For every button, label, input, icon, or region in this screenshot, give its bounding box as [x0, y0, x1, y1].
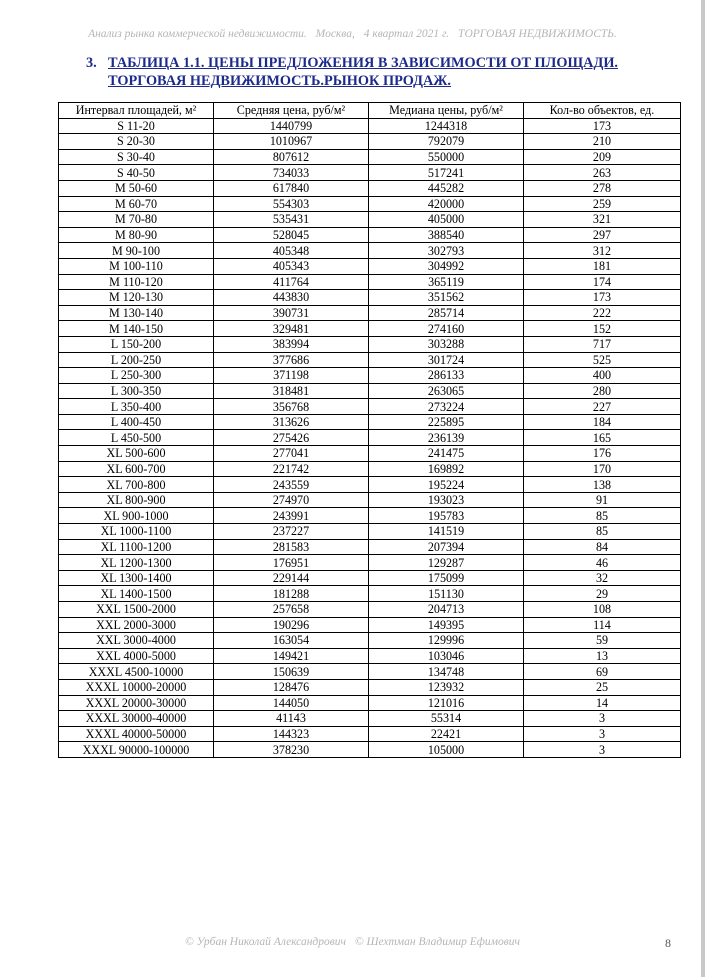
table-row [59, 508, 681, 524]
cell-area-interval: M 100-110 [59, 258, 214, 274]
cell-object-count: 400 [524, 368, 681, 384]
running-header [0, 28, 705, 40]
cell-average-price: 329481 [214, 321, 369, 337]
cell-median-price: 351562 [369, 290, 524, 306]
table-row [59, 492, 681, 508]
cell-median-price: 22421 [369, 726, 524, 742]
cell-area-interval: XXL 3000-4000 [59, 633, 214, 649]
cell-average-price: 149421 [214, 648, 369, 664]
cell-average-price: 371198 [214, 368, 369, 384]
cell-median-price: 274160 [369, 321, 524, 337]
cell-area-interval: XXL 4000-5000 [59, 648, 214, 664]
cell-object-count: 69 [524, 664, 681, 680]
table-row [59, 336, 681, 352]
cell-average-price: 390731 [214, 305, 369, 321]
table-row [59, 258, 681, 274]
cell-average-price: 176951 [214, 555, 369, 571]
cell-average-price: 243991 [214, 508, 369, 524]
cell-object-count: 280 [524, 383, 681, 399]
cell-area-interval: M 90-100 [59, 243, 214, 259]
cell-area-interval: M 120-130 [59, 290, 214, 306]
table-row [59, 664, 681, 680]
cell-object-count: 321 [524, 212, 681, 228]
table-row [59, 352, 681, 368]
cell-area-interval: XXXL 4500-10000 [59, 664, 214, 680]
cell-area-interval: XXXL 20000-30000 [59, 695, 214, 711]
cell-object-count: 263 [524, 165, 681, 181]
table-row [59, 570, 681, 586]
table-row [59, 695, 681, 711]
table-row [59, 477, 681, 493]
cell-object-count: 717 [524, 336, 681, 352]
cell-average-price: 257658 [214, 602, 369, 618]
cell-area-interval: XL 1300-1400 [59, 570, 214, 586]
cell-average-price: 221742 [214, 461, 369, 477]
cell-object-count: 209 [524, 149, 681, 165]
table-row [59, 212, 681, 228]
cell-object-count: 181 [524, 258, 681, 274]
cell-area-interval: M 80-90 [59, 227, 214, 243]
cell-object-count: 210 [524, 134, 681, 150]
cell-median-price: 105000 [369, 742, 524, 758]
cell-object-count: 176 [524, 446, 681, 462]
section-title-line-1: ТАБЛИЦА 1.1. ЦЕНЫ ПРЕДЛОЖЕНИЯ В ЗАВИСИМОСТИ ОТ ПЛОЩАДИ. [108, 55, 619, 71]
cell-median-price: 236139 [369, 430, 524, 446]
cell-average-price: 405343 [214, 258, 369, 274]
section-title-line-2: ТОРГОВАЯ НЕДВИЖИМОСТЬ.РЫНОК ПРОДАЖ. [108, 73, 452, 89]
cell-object-count: 297 [524, 227, 681, 243]
cell-median-price: 445282 [369, 180, 524, 196]
cell-object-count: 84 [524, 539, 681, 555]
cell-median-price: 286133 [369, 368, 524, 384]
cell-median-price: 55314 [369, 711, 524, 727]
cell-object-count: 25 [524, 679, 681, 695]
cell-average-price: 377686 [214, 352, 369, 368]
cell-area-interval: S 11-20 [59, 118, 214, 134]
cell-average-price: 150639 [214, 664, 369, 680]
table-row [59, 648, 681, 664]
cell-area-interval: XL 1100-1200 [59, 539, 214, 555]
table-row [59, 430, 681, 446]
cell-area-interval: XL 600-700 [59, 461, 214, 477]
footer-author-2: © Шехтман Владимир Ефимович [354, 936, 520, 948]
cell-median-price: 225895 [369, 414, 524, 430]
cell-average-price: 163054 [214, 633, 369, 649]
cell-median-price: 169892 [369, 461, 524, 477]
table-row [59, 446, 681, 462]
table-row [59, 180, 681, 196]
cell-median-price: 129287 [369, 555, 524, 571]
cell-average-price: 405348 [214, 243, 369, 259]
cell-area-interval: XL 700-800 [59, 477, 214, 493]
table-row [59, 165, 681, 181]
table-row [59, 461, 681, 477]
cell-average-price: 443830 [214, 290, 369, 306]
cell-average-price: 528045 [214, 227, 369, 243]
table-row [59, 149, 681, 165]
cell-median-price: 285714 [369, 305, 524, 321]
cell-object-count: 114 [524, 617, 681, 633]
cell-average-price: 237227 [214, 524, 369, 540]
table-row [59, 118, 681, 134]
cell-average-price: 144323 [214, 726, 369, 742]
page-number: 8 [665, 936, 671, 950]
cell-median-price: 405000 [369, 212, 524, 228]
cell-object-count: 184 [524, 414, 681, 430]
cell-object-count: 173 [524, 290, 681, 306]
cell-object-count: 85 [524, 508, 681, 524]
cell-area-interval: M 70-80 [59, 212, 214, 228]
cell-median-price: 365119 [369, 274, 524, 290]
table-row [59, 290, 681, 306]
table-row [59, 321, 681, 337]
cell-area-interval: XL 800-900 [59, 492, 214, 508]
cell-object-count: 3 [524, 711, 681, 727]
cell-median-price: 149395 [369, 617, 524, 633]
table-row [59, 305, 681, 321]
cell-median-price: 550000 [369, 149, 524, 165]
header-city: Москва, [315, 28, 355, 40]
cell-area-interval: XXXL 10000-20000 [59, 679, 214, 695]
cell-median-price: 1244318 [369, 118, 524, 134]
cell-area-interval: XXL 1500-2000 [59, 602, 214, 618]
cell-average-price: 411764 [214, 274, 369, 290]
cell-average-price: 229144 [214, 570, 369, 586]
table-row [59, 586, 681, 602]
table-header-row [59, 103, 681, 119]
running-footer [0, 936, 705, 948]
cell-object-count: 259 [524, 196, 681, 212]
cell-average-price: 313626 [214, 414, 369, 430]
cell-area-interval: XL 500-600 [59, 446, 214, 462]
cell-area-interval: M 50-60 [59, 180, 214, 196]
cell-median-price: 175099 [369, 570, 524, 586]
cell-median-price: 204713 [369, 602, 524, 618]
cell-object-count: 29 [524, 586, 681, 602]
cell-average-price: 190296 [214, 617, 369, 633]
table-row [59, 617, 681, 633]
cell-average-price: 734033 [214, 165, 369, 181]
cell-area-interval: L 150-200 [59, 336, 214, 352]
cell-area-interval: XXXL 40000-50000 [59, 726, 214, 742]
header-report-name: Анализ рынка коммерческой недвижимости. [88, 28, 307, 40]
cell-object-count: 278 [524, 180, 681, 196]
cell-median-price: 195224 [369, 477, 524, 493]
cell-object-count: 91 [524, 492, 681, 508]
cell-median-price: 420000 [369, 196, 524, 212]
cell-average-price: 378230 [214, 742, 369, 758]
cell-area-interval: S 20-30 [59, 134, 214, 150]
cell-median-price: 302793 [369, 243, 524, 259]
cell-median-price: 517241 [369, 165, 524, 181]
cell-average-price: 1010967 [214, 134, 369, 150]
column-header-median-price: Медиана цены, руб/м² [369, 103, 524, 119]
cell-average-price: 554303 [214, 196, 369, 212]
cell-area-interval: L 250-300 [59, 368, 214, 384]
cell-area-interval: S 30-40 [59, 149, 214, 165]
table-body [59, 118, 681, 757]
column-header-object-count: Кол-во объектов, ед. [524, 103, 681, 119]
cell-object-count: 138 [524, 477, 681, 493]
cell-median-price: 121016 [369, 695, 524, 711]
cell-median-price: 195783 [369, 508, 524, 524]
cell-area-interval: XL 1200-1300 [59, 555, 214, 571]
cell-area-interval: XL 1400-1500 [59, 586, 214, 602]
cell-area-interval: L 350-400 [59, 399, 214, 415]
cell-median-price: 301724 [369, 352, 524, 368]
cell-object-count: 312 [524, 243, 681, 259]
cell-area-interval: L 300-350 [59, 383, 214, 399]
column-header-average-price: Средняя цена, руб/м² [214, 103, 369, 119]
cell-object-count: 165 [524, 430, 681, 446]
table-row [59, 274, 681, 290]
cell-object-count: 46 [524, 555, 681, 571]
cell-average-price: 281583 [214, 539, 369, 555]
cell-average-price: 617840 [214, 180, 369, 196]
cell-object-count: 152 [524, 321, 681, 337]
cell-median-price: 388540 [369, 227, 524, 243]
cell-object-count: 227 [524, 399, 681, 415]
table-row [59, 227, 681, 243]
table-row [59, 243, 681, 259]
cell-area-interval: XXXL 30000-40000 [59, 711, 214, 727]
table-row [59, 196, 681, 212]
table-row [59, 539, 681, 555]
cell-average-price: 277041 [214, 446, 369, 462]
cell-median-price: 207394 [369, 539, 524, 555]
cell-object-count: 59 [524, 633, 681, 649]
cell-median-price: 263065 [369, 383, 524, 399]
cell-average-price: 41143 [214, 711, 369, 727]
table-row [59, 742, 681, 758]
section-number: 3. [86, 55, 97, 71]
cell-median-price: 304992 [369, 258, 524, 274]
cell-median-price: 123932 [369, 679, 524, 695]
cell-object-count: 13 [524, 648, 681, 664]
cell-area-interval: M 130-140 [59, 305, 214, 321]
table-row [59, 524, 681, 540]
cell-average-price: 356768 [214, 399, 369, 415]
cell-object-count: 174 [524, 274, 681, 290]
cell-average-price: 275426 [214, 430, 369, 446]
cell-area-interval: L 450-500 [59, 430, 214, 446]
cell-object-count: 108 [524, 602, 681, 618]
cell-median-price: 141519 [369, 524, 524, 540]
cell-area-interval: L 400-450 [59, 414, 214, 430]
cell-average-price: 318481 [214, 383, 369, 399]
cell-average-price: 128476 [214, 679, 369, 695]
cell-object-count: 3 [524, 726, 681, 742]
table-row [59, 134, 681, 150]
cell-area-interval: XL 1000-1100 [59, 524, 214, 540]
table-row [59, 633, 681, 649]
cell-area-interval: XXL 2000-3000 [59, 617, 214, 633]
table-row [59, 414, 681, 430]
table-row [59, 679, 681, 695]
column-header-area-interval: Интервал площадей, м² [59, 103, 214, 119]
cell-area-interval: XXXL 90000-100000 [59, 742, 214, 758]
table-row [59, 383, 681, 399]
table-row [59, 602, 681, 618]
cell-average-price: 181288 [214, 586, 369, 602]
cell-object-count: 525 [524, 352, 681, 368]
cell-area-interval: M 60-70 [59, 196, 214, 212]
footer-author-1: © Урбан Николай Александрович [185, 936, 346, 948]
cell-object-count: 222 [524, 305, 681, 321]
cell-median-price: 193023 [369, 492, 524, 508]
cell-median-price: 151130 [369, 586, 524, 602]
cell-object-count: 170 [524, 461, 681, 477]
header-period: 4 квартал 2021 г. [363, 28, 450, 40]
cell-median-price: 273224 [369, 399, 524, 415]
cell-average-price: 243559 [214, 477, 369, 493]
table-row [59, 711, 681, 727]
cell-area-interval: L 200-250 [59, 352, 214, 368]
cell-average-price: 144050 [214, 695, 369, 711]
price-by-area-table [58, 102, 681, 758]
cell-median-price: 103046 [369, 648, 524, 664]
cell-average-price: 807612 [214, 149, 369, 165]
cell-object-count: 173 [524, 118, 681, 134]
cell-object-count: 14 [524, 695, 681, 711]
cell-area-interval: S 40-50 [59, 165, 214, 181]
cell-object-count: 3 [524, 742, 681, 758]
cell-area-interval: M 110-120 [59, 274, 214, 290]
cell-average-price: 1440799 [214, 118, 369, 134]
cell-median-price: 134748 [369, 664, 524, 680]
cell-average-price: 535431 [214, 212, 369, 228]
cell-median-price: 303288 [369, 336, 524, 352]
cell-median-price: 129996 [369, 633, 524, 649]
cell-area-interval: XL 900-1000 [59, 508, 214, 524]
table-row [59, 399, 681, 415]
cell-object-count: 32 [524, 570, 681, 586]
cell-area-interval: M 140-150 [59, 321, 214, 337]
cell-object-count: 85 [524, 524, 681, 540]
table-row [59, 368, 681, 384]
cell-median-price: 241475 [369, 446, 524, 462]
table-row [59, 726, 681, 742]
cell-average-price: 274970 [214, 492, 369, 508]
cell-average-price: 383994 [214, 336, 369, 352]
table-row [59, 555, 681, 571]
header-segment: ТОРГОВАЯ НЕДВИЖИМОСТЬ. [458, 28, 617, 40]
cell-median-price: 792079 [369, 134, 524, 150]
